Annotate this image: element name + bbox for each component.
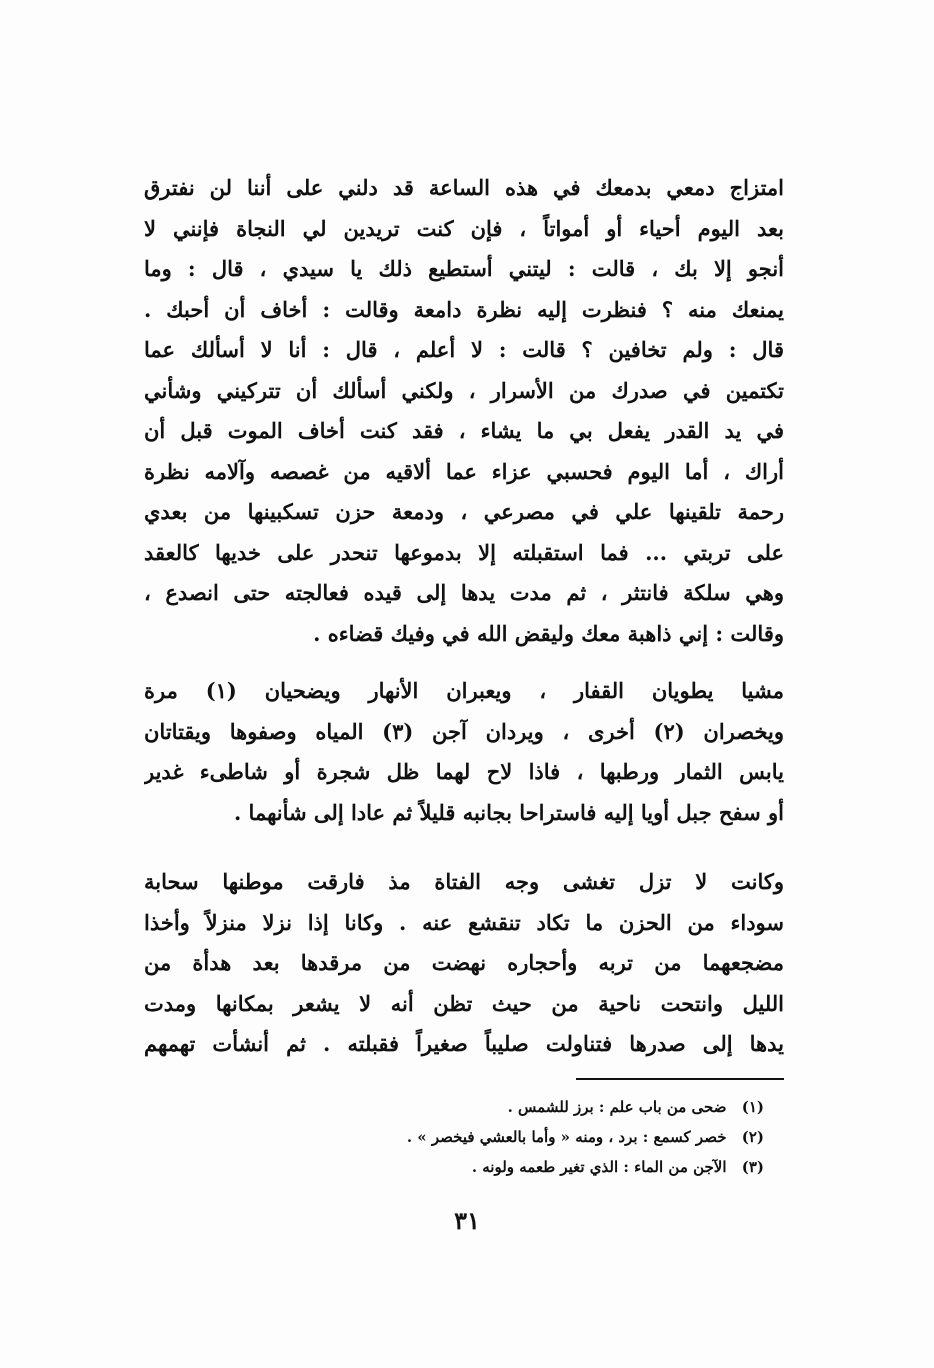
footnote-2 <box>244 1122 764 1152</box>
text-line: بعد اليوم أحياء أو أمواتاً ، فإن كنت تريدين لي النجاة فإنني لا <box>144 215 784 241</box>
paragraph-3 <box>144 862 784 1065</box>
text-line: على تربتي ... فما استقبلته إلا بدموعها تنحدر على خديها كالعقد <box>144 539 784 565</box>
text-line: وهي سلكة فانتثر ، ثم مدت يدها إلى قيده فعالجته حتى انصدع ، <box>144 580 784 605</box>
text-line: رحمة تلقينها علي في مصرعي ، ودمعة حزن تسكبينها من بعدي <box>144 499 784 524</box>
text-line: مشيا يطويان القفار ، ويعبران الأنهار ويضحيان (١) مرة <box>144 678 784 703</box>
text-line: ويخصران (٢) أخرى ، ويردان آجن (٣) المياه وصفوها ويقتاتان <box>144 718 784 744</box>
text-line: أراك ، أما اليوم فحسبي عزاء عما ألاقيه من غصصه وآلامه نظرة <box>144 458 784 484</box>
footnote-number: (٣) <box>741 1158 764 1176</box>
paragraph-2 <box>144 671 784 833</box>
text-line: مضجعهما من تربه وأحجاره نهضت من مرقدها بعد هدأة من <box>144 950 784 975</box>
footnote-1 <box>244 1092 764 1122</box>
text-line: وكانت لا تزل تغشى وجه الفتاة مذ فارقت موطنها سحابة <box>144 869 784 894</box>
text-line: يابس الثمار ورطبها ، فاذا لاح لهما ظل شجرة أو شاطىء غدير <box>144 759 784 784</box>
text-line: يدها إلى صدرها فتناولت صليباً صغيراً فقبلته . ثم أنشأت تهمهم <box>144 1031 784 1056</box>
footnote-text: خصر كسمع : برد ، ومنه « وأما بالعشي فيخصر » . <box>406 1128 727 1146</box>
page-number: ٣١ <box>454 1206 480 1235</box>
footnote-text: ضحى من باب علم : برز للشمس . <box>507 1098 727 1116</box>
text-line: تكتمين في صدرك من الأسرار ، ولكني أسألك أن تتركيني وشأني <box>144 377 784 403</box>
text-line: أو سفح جبل أويا إليه فاستراحا بجانبه قليلاً ثم عادا إلى شأنهما . <box>233 799 784 825</box>
footnote-number: (١) <box>741 1098 764 1116</box>
paragraph-1 <box>144 168 784 654</box>
text-line: أنجو إلا بك ، قالت : ليتني أستطيع ذلك يا سيدي ، قال : وما <box>144 256 784 281</box>
text-line: امتزاج دمعي بدمعك في هذه الساعة قد دلني على أننا لن نفترق <box>144 175 784 200</box>
footnotes <box>244 1092 764 1182</box>
footnote-number: (٢) <box>741 1128 764 1146</box>
footnote-divider <box>576 1078 784 1080</box>
text-line: في يد القدر يفعل بي ما يشاء ، فقد كنت أخاف الموت قبل أن <box>144 418 784 443</box>
text-line: قال : ولم تخافين ؟ قالت : لا أعلم ، قال : أنا لا أسألك عما <box>144 337 784 362</box>
text-line: يمنعك منه ؟ فنظرت إليه نظرة دامعة وقالت : أخاف أن أحبك . <box>144 296 784 322</box>
footnote-3 <box>244 1152 764 1182</box>
text-line: وقالت : إني ذاهبة معك وليقض الله في وفيك قضاءه . <box>313 620 784 646</box>
footnote-text: الآجن من الماء : الذي تغير طعمه ولونه . <box>471 1158 727 1176</box>
text-line: سوداء من الحزن ما تكاد تنقشع عنه . وكانا إذا نزلا منزلاً وأخذا <box>144 909 784 935</box>
text-line: الليل وانتحت ناحية من حيث تظن أنه لا يشعر بمكانها ومدت <box>144 990 784 1016</box>
